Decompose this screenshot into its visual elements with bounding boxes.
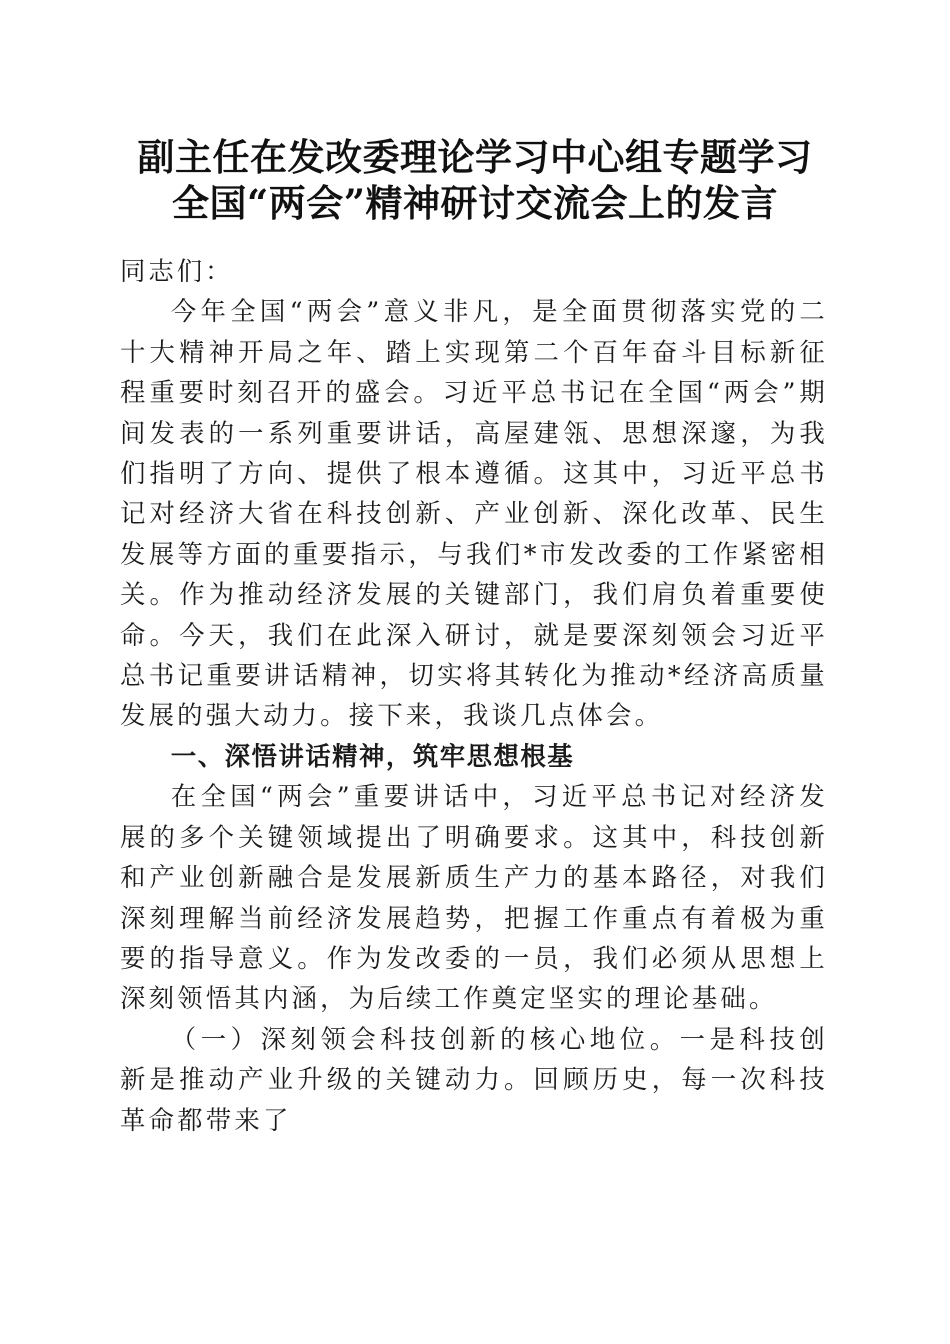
document-title: 副主任在发改委理论学习中心组专题学习全国“两会”精神研讨交流会上的发言 <box>137 135 813 225</box>
document-body <box>120 251 828 1140</box>
paragraph-intro: 今年全国“两会”意义非凡，是全面贯彻落实党的二十大精神开局之年、踏上实现第二个百年奋斗目标新征程重要时刻召开的盛会。习近平总书记在全国“两会”期间发表的一系列重要讲话，高屋建瓴、思想深邃，为我们指明了方向、提供了根本遵循。这其中，习近平总书记对经济大省在科技创新、产业创新、深化改革、民生发展等方面的重要指示，与我们*市发改委的工作紧密相关。作为推动经济发展的关键部门，我们肩负着重要使命。今天，我们在此深入研讨，就是要深刻领会习近平总书记重要讲话精神，切实将其转化为推动*经济高质量发展的强大动力。接下来，我谈几点体会。 <box>120 296 828 731</box>
greeting: 同志们： <box>120 256 234 286</box>
paragraph-subsection-1: （一）深刻领会科技创新的核心地位。一是科技创新是推动产业升级的关键动力。回顾历史，每一次科技革命都带来了 <box>120 1023 828 1135</box>
paragraph-section-1: 在全国“两会”重要讲话中，习近平总书记对经济发展的多个关键领域提出了明确要求。这其中，科技创新和产业创新融合是发展新质生产力的基本路径，对我们深刻理解当前经济发展趋势，把握工作重点有着极为重要的指导意义。作为发改委的一员，我们必须从思想上深刻领悟其内涵，为后续工作奠定坚实的理论基础。 <box>120 781 828 1014</box>
section-heading-1: 一、深悟讲话精神，筑牢思想根基 <box>170 740 575 771</box>
